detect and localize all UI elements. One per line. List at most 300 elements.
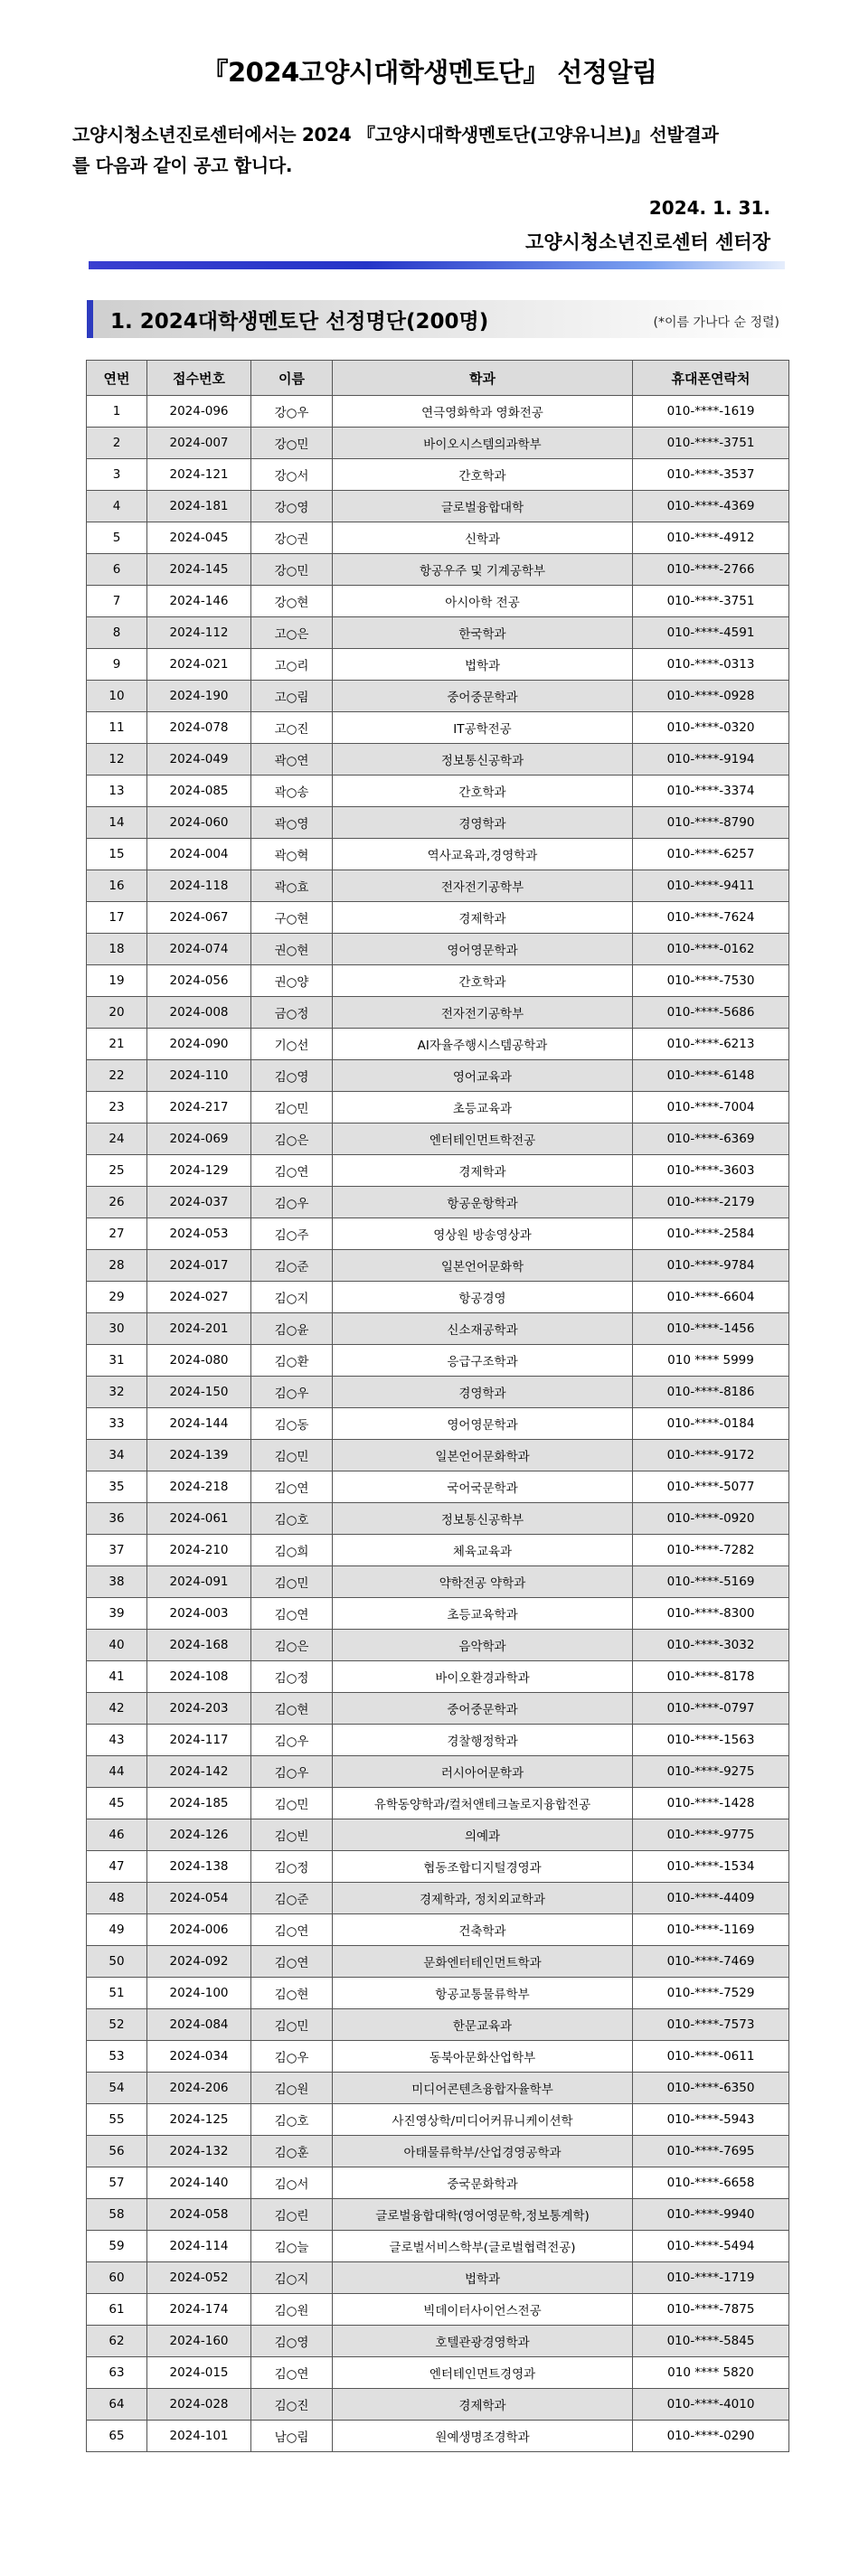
cell-receipt-no: 2024-125 [147,2104,251,2136]
table-row [87,1535,789,1566]
cell-phone: 010-****-1534 [633,1851,789,1883]
cell-seq: 36 [87,1503,147,1535]
cell-phone: 010-****-1619 [633,396,789,428]
cell-receipt-no: 2024-218 [147,1471,251,1503]
cell-seq: 4 [87,491,147,522]
cell-name: 곽○혁 [251,839,333,870]
cell-seq: 9 [87,649,147,681]
cell-name: 김○정 [251,1661,333,1693]
cell-phone: 010-****-7573 [633,2009,789,2041]
cell-seq: 65 [87,2421,147,2452]
table-row [87,1377,789,1408]
cell-phone: 010-****-9194 [633,744,789,776]
cell-receipt-no: 2024-168 [147,1630,251,1661]
cell-department: 영어교육과 [333,1060,633,1092]
cell-department: 경제학과 [333,1155,633,1187]
cell-phone: 010-****-0928 [633,681,789,712]
cell-phone: 010-****-2584 [633,1218,789,1250]
table-row [87,2199,789,2231]
table-row [87,1471,789,1503]
cell-name: 김○진 [251,2389,333,2421]
announcement-date: 2024. 1. 31. [648,197,770,219]
cell-department: 응급구조학과 [333,1345,633,1377]
mentor-list-table [86,360,789,2452]
cell-phone: 010-****-9940 [633,2199,789,2231]
table-row [87,491,789,522]
cell-department: 경영학과 [333,1377,633,1408]
cell-department: 경제학과 [333,2389,633,2421]
cell-seq: 26 [87,1187,147,1218]
cell-department: 빅데이터사이언스전공 [333,2294,633,2326]
cell-department: 글로벌융합대학(영어영문학,정보통계학) [333,2199,633,2231]
cell-phone: 010-****-5077 [633,1471,789,1503]
cell-seq: 32 [87,1377,147,1408]
cell-seq: 40 [87,1630,147,1661]
cell-receipt-no: 2024-061 [147,1503,251,1535]
cell-seq: 49 [87,1914,147,1946]
cell-receipt-no: 2024-142 [147,1756,251,1788]
cell-department: 의예과 [333,1819,633,1851]
cell-phone: 010-****-4591 [633,617,789,649]
cell-phone: 010-****-6350 [633,2073,789,2104]
cell-seq: 45 [87,1788,147,1819]
cell-receipt-no: 2024-174 [147,2294,251,2326]
cell-seq: 41 [87,1661,147,1693]
cell-phone: 010-****-6257 [633,839,789,870]
cell-name: 고○림 [251,681,333,712]
cell-department: 신학과 [333,522,633,554]
cell-department: 일본언어문화학과 [333,1440,633,1471]
cell-seq: 44 [87,1756,147,1788]
intro-line-1: 고양시청소년진로센터에서는 2024 『고양시대학생멘토단(고양유니브)』선발결과 [72,124,719,146]
table-row [87,1946,789,1978]
cell-receipt-no: 2024-185 [147,1788,251,1819]
cell-phone: 010-****-4912 [633,522,789,554]
cell-name: 김○민 [251,1440,333,1471]
table-row [87,1187,789,1218]
cell-phone: 010-****-7469 [633,1946,789,1978]
intro-paragraph [72,119,787,181]
cell-seq: 33 [87,1408,147,1440]
table-row [87,2262,789,2294]
cell-receipt-no: 2024-003 [147,1598,251,1630]
cell-department: 간호학과 [333,776,633,807]
cell-name: 김○빈 [251,1819,333,1851]
cell-receipt-no: 2024-021 [147,649,251,681]
cell-receipt-no: 2024-027 [147,1282,251,1313]
cell-department: 약학전공 약학과 [333,1566,633,1598]
cell-name: 김○지 [251,1282,333,1313]
table-row [87,2389,789,2421]
cell-receipt-no: 2024-217 [147,1092,251,1123]
cell-name: 금○정 [251,997,333,1029]
cell-seq: 56 [87,2136,147,2167]
cell-phone: 010-****-3751 [633,428,789,459]
cell-phone: 010 **** 5820 [633,2357,789,2389]
table-row [87,1313,789,1345]
cell-seq: 60 [87,2262,147,2294]
cell-receipt-no: 2024-118 [147,870,251,902]
table-row [87,396,789,428]
section-title: 1. 2024대학생멘토단 선정명단(200명) [110,310,489,334]
cell-receipt-no: 2024-146 [147,586,251,617]
cell-phone: 010-****-4010 [633,2389,789,2421]
cell-phone: 010-****-9411 [633,870,789,902]
table-row [87,1250,789,1282]
cell-name: 김○윤 [251,1313,333,1345]
cell-department: 국어국문학과 [333,1471,633,1503]
cell-name: 곽○효 [251,870,333,902]
table-row [87,2041,789,2073]
table-row [87,776,789,807]
cell-phone: 010-****-0320 [633,712,789,744]
cell-department: 초등교육학과 [333,1598,633,1630]
table-row [87,902,789,934]
table-row [87,1440,789,1471]
cell-phone: 010-****-3032 [633,1630,789,1661]
cell-seq: 16 [87,870,147,902]
cell-receipt-no: 2024-056 [147,965,251,997]
table-row [87,1725,789,1756]
cell-department: 중어중문학과 [333,681,633,712]
cell-receipt-no: 2024-037 [147,1187,251,1218]
cell-receipt-no: 2024-190 [147,681,251,712]
cell-name: 김○현 [251,1693,333,1725]
cell-department: 글로벌서비스학부(글로벌협력전공) [333,2231,633,2262]
cell-department: 호텔관광경영학과 [333,2326,633,2357]
table-row [87,586,789,617]
cell-seq: 37 [87,1535,147,1566]
cell-phone: 010-****-1456 [633,1313,789,1345]
cell-receipt-no: 2024-160 [147,2326,251,2357]
cell-seq: 61 [87,2294,147,2326]
cell-department: 영어영문학과 [333,1408,633,1440]
cell-name: 김○민 [251,1092,333,1123]
cell-receipt-no: 2024-074 [147,934,251,965]
cell-name: 곽○연 [251,744,333,776]
cell-receipt-no: 2024-092 [147,1946,251,1978]
table-row [87,1819,789,1851]
table-row [87,2167,789,2199]
cell-receipt-no: 2024-114 [147,2231,251,2262]
section-accent-bar [87,300,93,338]
cell-department: 글로벌융합대학 [333,491,633,522]
cell-seq: 46 [87,1819,147,1851]
table-row [87,649,789,681]
header-phone: 휴대폰연락처 [633,361,789,396]
cell-receipt-no: 2024-210 [147,1535,251,1566]
cell-seq: 51 [87,1978,147,2009]
cell-receipt-no: 2024-129 [147,1155,251,1187]
cell-name: 김○우 [251,2041,333,2073]
cell-receipt-no: 2024-090 [147,1029,251,1060]
cell-phone: 010-****-7004 [633,1092,789,1123]
cell-receipt-no: 2024-138 [147,1851,251,1883]
cell-receipt-no: 2024-126 [147,1819,251,1851]
cell-name: 고○은 [251,617,333,649]
cell-phone: 010-****-9172 [633,1440,789,1471]
cell-receipt-no: 2024-139 [147,1440,251,1471]
cell-name: 김○원 [251,2294,333,2326]
cell-department: 신소재공학과 [333,1313,633,1345]
cell-receipt-no: 2024-052 [147,2262,251,2294]
cell-department: 러시아어문학과 [333,1756,633,1788]
table-row [87,428,789,459]
table-header-row [87,361,789,396]
cell-seq: 18 [87,934,147,965]
cell-name: 강○민 [251,428,333,459]
cell-name: 권○양 [251,965,333,997]
cell-seq: 30 [87,1313,147,1345]
cell-name: 권○현 [251,934,333,965]
cell-receipt-no: 2024-053 [147,1218,251,1250]
cell-receipt-no: 2024-045 [147,522,251,554]
cell-receipt-no: 2024-091 [147,1566,251,1598]
cell-phone: 010-****-1563 [633,1725,789,1756]
table-row [87,870,789,902]
signer: 고양시청소년진로센터 센터장 [524,231,770,253]
cell-phone: 010-****-4369 [633,491,789,522]
cell-receipt-no: 2024-049 [147,744,251,776]
cell-department: 경제학과 [333,902,633,934]
cell-name: 강○서 [251,459,333,491]
cell-receipt-no: 2024-034 [147,2041,251,2073]
cell-phone: 010-****-0920 [633,1503,789,1535]
cell-name: 김○호 [251,1503,333,1535]
cell-receipt-no: 2024-140 [147,2167,251,2199]
cell-seq: 27 [87,1218,147,1250]
cell-phone: 010-****-2179 [633,1187,789,1218]
table-row [87,1060,789,1092]
table-row [87,997,789,1029]
cell-phone: 010-****-5686 [633,997,789,1029]
table-row [87,744,789,776]
cell-name: 곽○송 [251,776,333,807]
cell-phone: 010-****-7530 [633,965,789,997]
cell-receipt-no: 2024-144 [147,1408,251,1440]
cell-department: 바이오환경과학과 [333,1661,633,1693]
cell-name: 곽○영 [251,807,333,839]
cell-name: 강○현 [251,586,333,617]
cell-phone: 010-****-9784 [633,1250,789,1282]
cell-name: 남○림 [251,2421,333,2452]
table-row [87,1155,789,1187]
table-row [87,2421,789,2452]
cell-phone: 010-****-6658 [633,2167,789,2199]
cell-department: 영어영문학과 [333,934,633,965]
cell-phone: 010-****-8790 [633,807,789,839]
cell-department: 문화엔터테인먼트학과 [333,1946,633,1978]
table-row [87,1630,789,1661]
table-row [87,1693,789,1725]
cell-name: 강○우 [251,396,333,428]
cell-seq: 42 [87,1693,147,1725]
table-row [87,1029,789,1060]
cell-name: 김○환 [251,1345,333,1377]
cell-department: 건축학과 [333,1914,633,1946]
cell-phone: 010-****-1719 [633,2262,789,2294]
table-row [87,2326,789,2357]
cell-seq: 13 [87,776,147,807]
cell-name: 김○민 [251,1566,333,1598]
cell-seq: 11 [87,712,147,744]
cell-receipt-no: 2024-110 [147,1060,251,1092]
cell-receipt-no: 2024-145 [147,554,251,586]
cell-name: 김○영 [251,2326,333,2357]
cell-name: 김○우 [251,1377,333,1408]
cell-seq: 35 [87,1471,147,1503]
cell-seq: 10 [87,681,147,712]
cell-phone: 010-****-5169 [633,1566,789,1598]
cell-department: 미디어콘텐츠융합자율학부 [333,2073,633,2104]
cell-phone: 010-****-0290 [633,2421,789,2452]
table-row [87,2294,789,2326]
cell-name: 기○선 [251,1029,333,1060]
cell-name: 김○연 [251,1598,333,1630]
cell-receipt-no: 2024-117 [147,1725,251,1756]
cell-receipt-no: 2024-080 [147,1345,251,1377]
cell-phone: 010-****-0313 [633,649,789,681]
cell-name: 고○진 [251,712,333,744]
cell-name: 김○정 [251,1851,333,1883]
cell-department: 경영학과 [333,807,633,839]
cell-seq: 31 [87,1345,147,1377]
cell-seq: 28 [87,1250,147,1282]
cell-department: 역사교육과,경영학과 [333,839,633,870]
cell-receipt-no: 2024-101 [147,2421,251,2452]
cell-seq: 43 [87,1725,147,1756]
cell-department: 간호학과 [333,459,633,491]
cell-seq: 17 [87,902,147,934]
cell-receipt-no: 2024-067 [147,902,251,934]
header-receipt-no: 접수번호 [147,361,251,396]
cell-department: 초등교육과 [333,1092,633,1123]
cell-department: AI자율주행시스템공학과 [333,1029,633,1060]
cell-seq: 15 [87,839,147,870]
table-row [87,1345,789,1377]
cell-phone: 010-****-3537 [633,459,789,491]
table-row [87,2104,789,2136]
cell-seq: 20 [87,997,147,1029]
cell-department: 정보통신공학부 [333,1503,633,1535]
cell-seq: 7 [87,586,147,617]
cell-name: 김○호 [251,2104,333,2136]
cell-receipt-no: 2024-096 [147,396,251,428]
cell-department: 한문교육과 [333,2009,633,2041]
cell-phone: 010-****-3751 [633,586,789,617]
table-row [87,2009,789,2041]
cell-department: 경제학과, 정치외교학과 [333,1883,633,1914]
cell-department: 항공우주 및 기계공학부 [333,554,633,586]
table-row [87,1123,789,1155]
cell-phone: 010-****-5845 [633,2326,789,2357]
cell-name: 김○연 [251,1471,333,1503]
cell-phone: 010-****-6213 [633,1029,789,1060]
table-row [87,2136,789,2167]
cell-seq: 21 [87,1029,147,1060]
table-row [87,2073,789,2104]
cell-seq: 29 [87,1282,147,1313]
cell-name: 고○리 [251,649,333,681]
table-row [87,1282,789,1313]
table-row [87,1218,789,1250]
cell-name: 김○늘 [251,2231,333,2262]
cell-phone: 010-****-0162 [633,934,789,965]
cell-receipt-no: 2024-004 [147,839,251,870]
table-row [87,1661,789,1693]
cell-receipt-no: 2024-206 [147,2073,251,2104]
table-row [87,1598,789,1630]
cell-receipt-no: 2024-028 [147,2389,251,2421]
cell-department: 경찰행정학과 [333,1725,633,1756]
cell-phone: 010-****-6369 [633,1123,789,1155]
cell-receipt-no: 2024-084 [147,2009,251,2041]
cell-name: 김○우 [251,1756,333,1788]
cell-phone: 010-****-1169 [633,1914,789,1946]
cell-department: 일본언어문화학 [333,1250,633,1282]
cell-phone: 010-****-7875 [633,2294,789,2326]
cell-name: 김○원 [251,2073,333,2104]
cell-receipt-no: 2024-017 [147,1250,251,1282]
cell-seq: 62 [87,2326,147,2357]
cell-department: 전자전기공학부 [333,870,633,902]
cell-phone: 010 **** 5999 [633,1345,789,1377]
cell-phone: 010-****-7282 [633,1535,789,1566]
cell-department: 영상원 방송영상과 [333,1218,633,1250]
table-row [87,965,789,997]
table-row [87,807,789,839]
cell-department: 동북아문화산업학부 [333,2041,633,2073]
cell-seq: 47 [87,1851,147,1883]
cell-seq: 22 [87,1060,147,1092]
table-row [87,617,789,649]
cell-seq: 1 [87,396,147,428]
cell-seq: 39 [87,1598,147,1630]
sort-note: (*이름 가나다 순 정렬) [653,315,779,330]
cell-name: 김○린 [251,2199,333,2231]
cell-receipt-no: 2024-100 [147,1978,251,2009]
cell-name: 김○연 [251,2357,333,2389]
cell-name: 김○우 [251,1187,333,1218]
cell-seq: 54 [87,2073,147,2104]
cell-receipt-no: 2024-181 [147,491,251,522]
cell-department: 아태물류학부/산업경영공학과 [333,2136,633,2167]
cell-department: 중국문화학과 [333,2167,633,2199]
table-row [87,681,789,712]
cell-seq: 8 [87,617,147,649]
cell-department: IT공학전공 [333,712,633,744]
cell-receipt-no: 2024-201 [147,1313,251,1345]
cell-phone: 010-****-2766 [633,554,789,586]
table-row [87,1883,789,1914]
cell-department: 중어중문학과 [333,1693,633,1725]
cell-receipt-no: 2024-150 [147,1377,251,1408]
cell-department: 사진영상학/미디어커뮤니케이션학 [333,2104,633,2136]
cell-name: 김○지 [251,2262,333,2294]
cell-phone: 010-****-9275 [633,1756,789,1788]
table-row [87,1503,789,1535]
table-row [87,459,789,491]
cell-receipt-no: 2024-015 [147,2357,251,2389]
cell-receipt-no: 2024-008 [147,997,251,1029]
cell-name: 김○연 [251,1914,333,1946]
cell-seq: 14 [87,807,147,839]
cell-seq: 64 [87,2389,147,2421]
cell-seq: 6 [87,554,147,586]
cell-department: 한국학과 [333,617,633,649]
cell-phone: 010-****-1428 [633,1788,789,1819]
cell-phone: 010-****-0797 [633,1693,789,1725]
